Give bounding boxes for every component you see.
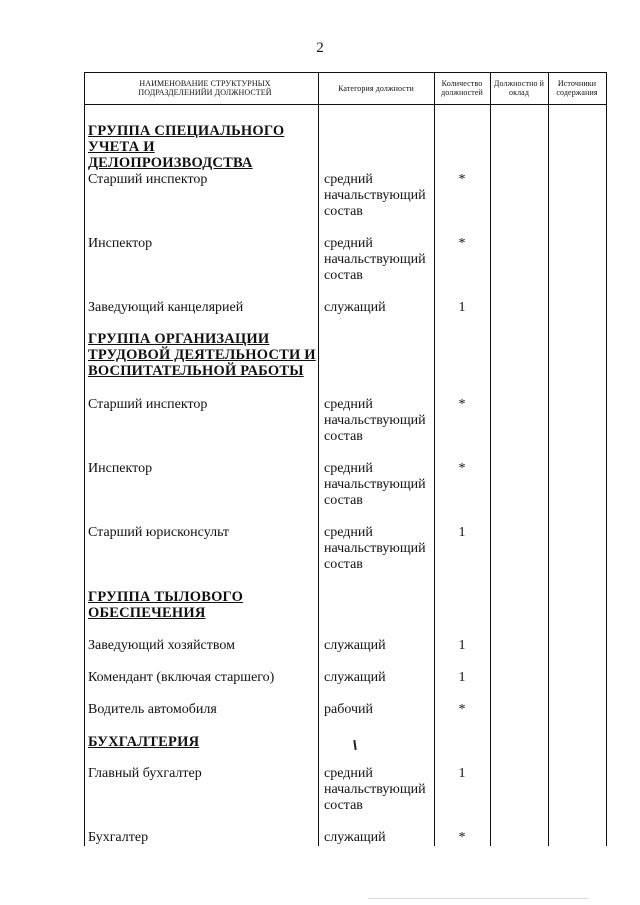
header-sources: Источники содержания [556,79,598,97]
position-name: Заведующий канцелярией [88,300,244,315]
position-quantity: * [458,830,466,845]
scan-mark [353,740,356,750]
group-title: ГРУППА ТЫЛОВОГО ОБЕСПЕЧЕНИЯ [88,589,244,621]
position-name: Старший инспектор [88,397,208,412]
header-salary: Должностно й оклад [493,79,545,97]
header-quantity: Количество должностей [441,79,483,97]
position-quantity: 1 [458,670,466,685]
position-name: Инспектор [88,461,153,476]
position-category: средний начальствующий состав [324,525,426,572]
position-name: Инспектор [88,236,153,251]
position-name: Главный бухгалтер [88,766,202,781]
position-category: служащий [324,638,386,653]
column-divider-name [318,72,319,846]
group-title: БУХГАЛТЕРИЯ [88,734,200,750]
position-name: Заведующий хозяйством [88,638,235,653]
position-quantity: 1 [458,766,466,781]
page-number: 2 [316,40,324,56]
position-name: Комендант (включая старшего) [88,670,275,685]
position-category: служащий [324,830,386,845]
table-top-border [84,72,606,73]
position-quantity: 1 [458,300,466,315]
column-divider-left [84,72,85,846]
position-quantity: 1 [458,638,466,653]
position-category: средний начальствующий состав [324,397,426,444]
column-divider-right [606,72,607,846]
group-title: ГРУППА ОРГАНИЗАЦИИ ТРУДОВОЙ ДЕЯТЕЛЬНОСТИ И ВОСПИТАТЕЛЬНОЙ РАБОТЫ [88,331,316,379]
position-name: Старший юрисконсульт [88,525,230,540]
position-name: Бухгалтер [88,830,149,845]
position-quantity: 1 [458,525,466,540]
position-quantity: * [458,702,466,717]
position-name: Старший инспектор [88,172,208,187]
position-quantity: * [458,172,466,187]
column-divider-salary [548,72,549,846]
position-quantity: * [458,236,466,251]
position-category: средний начальствующий состав [324,236,426,283]
position-category: средний начальствующий состав [324,766,426,813]
header-category: Категория должности [338,83,414,93]
position-category: средний начальствующий состав [324,172,426,219]
position-category: служащий [324,300,386,315]
position-category: средний начальствующий состав [324,461,426,508]
column-divider-quantity [490,72,491,846]
position-quantity: * [458,397,466,412]
position-name: Водитель автомобиля [88,702,217,717]
position-quantity: * [458,461,466,476]
header-bottom-border [84,104,606,105]
scan-edge-line [368,898,588,899]
position-category: служащий [324,670,386,685]
header-name: НАИМЕНОВАНИЕ СТРУКТУРНЫХ ПОДРАЗДЕЛЕНИЙИ ДОЛЖНОСТЕЙ [138,79,272,97]
group-title: ГРУППА СПЕЦИАЛЬНОГО УЧЕТА И ДЕЛОПРОИЗВОДСТВА [88,123,285,171]
position-category: рабочий [324,702,373,717]
